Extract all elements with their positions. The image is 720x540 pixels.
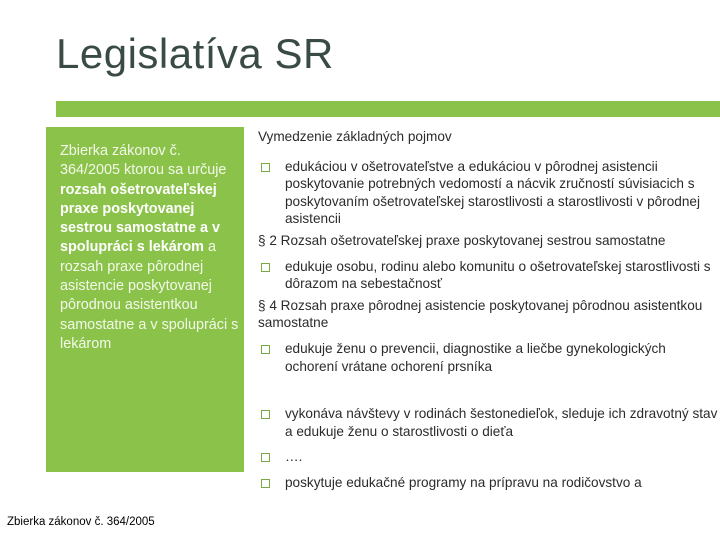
section-heading: § 4 Rozsah praxe pôrodnej asistencie poskytovanej pôrodnou asistentkou samostatne xyxy=(258,297,703,331)
list-item xyxy=(258,258,720,293)
content-area xyxy=(258,128,720,492)
list-item-text: …. xyxy=(285,449,303,465)
list-item-text: poskytuje edukačné programy na prípravu na rodičovstvo a xyxy=(285,474,642,490)
list-item-text: vykonáva návštevy v rodinách šestonedieľok, sleduje ich zdravotný stav a edukuje ženu o starostlivosti o dieťa xyxy=(285,406,718,439)
list-item xyxy=(258,405,720,440)
square-bullet-icon xyxy=(261,453,270,462)
square-bullet-icon xyxy=(261,345,270,354)
side-text-intro: Zbierka zákonov č. 364/2005 ktorou sa určuje xyxy=(60,143,227,179)
side-panel-text xyxy=(60,142,240,354)
slide-title: Legislatíva SR xyxy=(56,30,334,77)
list-item xyxy=(258,340,720,375)
square-bullet-icon xyxy=(261,410,270,419)
list-item xyxy=(258,448,720,466)
list-item xyxy=(258,158,720,228)
square-bullet-icon xyxy=(261,163,270,172)
side-text-rest: a rozsah praxe pôrodnej asistencie poskytovanej pôrodnou asistentkou samostatne a v spolupráci s lekárom xyxy=(60,239,239,352)
footer-label: Zbierka zákonov č. 364/2005 xyxy=(7,516,155,528)
list-item xyxy=(258,474,720,492)
content-heading: Vymedzenie základných pojmov xyxy=(258,129,452,144)
list-item-text: edukuje osobu, rodinu alebo komunitu o ošetrovateľskej starostlivosti s dôrazom na sebestačnosť xyxy=(285,258,711,292)
list-item-text: edukuje ženu o prevencii, diagnostike a liečbe gynekologických ochorení vrátane ochorení prsníka xyxy=(285,340,666,374)
square-bullet-icon xyxy=(261,479,270,488)
square-bullet-icon xyxy=(261,263,270,272)
side-text-bold: rozsah ošetrovateľskej praxe poskytovanej sestrou samostatne a v spolupráci s lekárom xyxy=(60,181,220,256)
title-underline-bar xyxy=(56,101,720,117)
list-item-text: edukáciou v ošetrovateľstve a edukáciou v pôrodnej asistencii poskytovanie potrebných vedomostí a nácvik zručností súvisiacich s poskytovaním ošetrovateľskej starostlivosti a starostlivosti v pôrodnej asistencii xyxy=(285,158,700,227)
section-heading: § 2 Rozsah ošetrovateľskej praxe poskytovanej sestrou samostatne xyxy=(258,232,666,248)
